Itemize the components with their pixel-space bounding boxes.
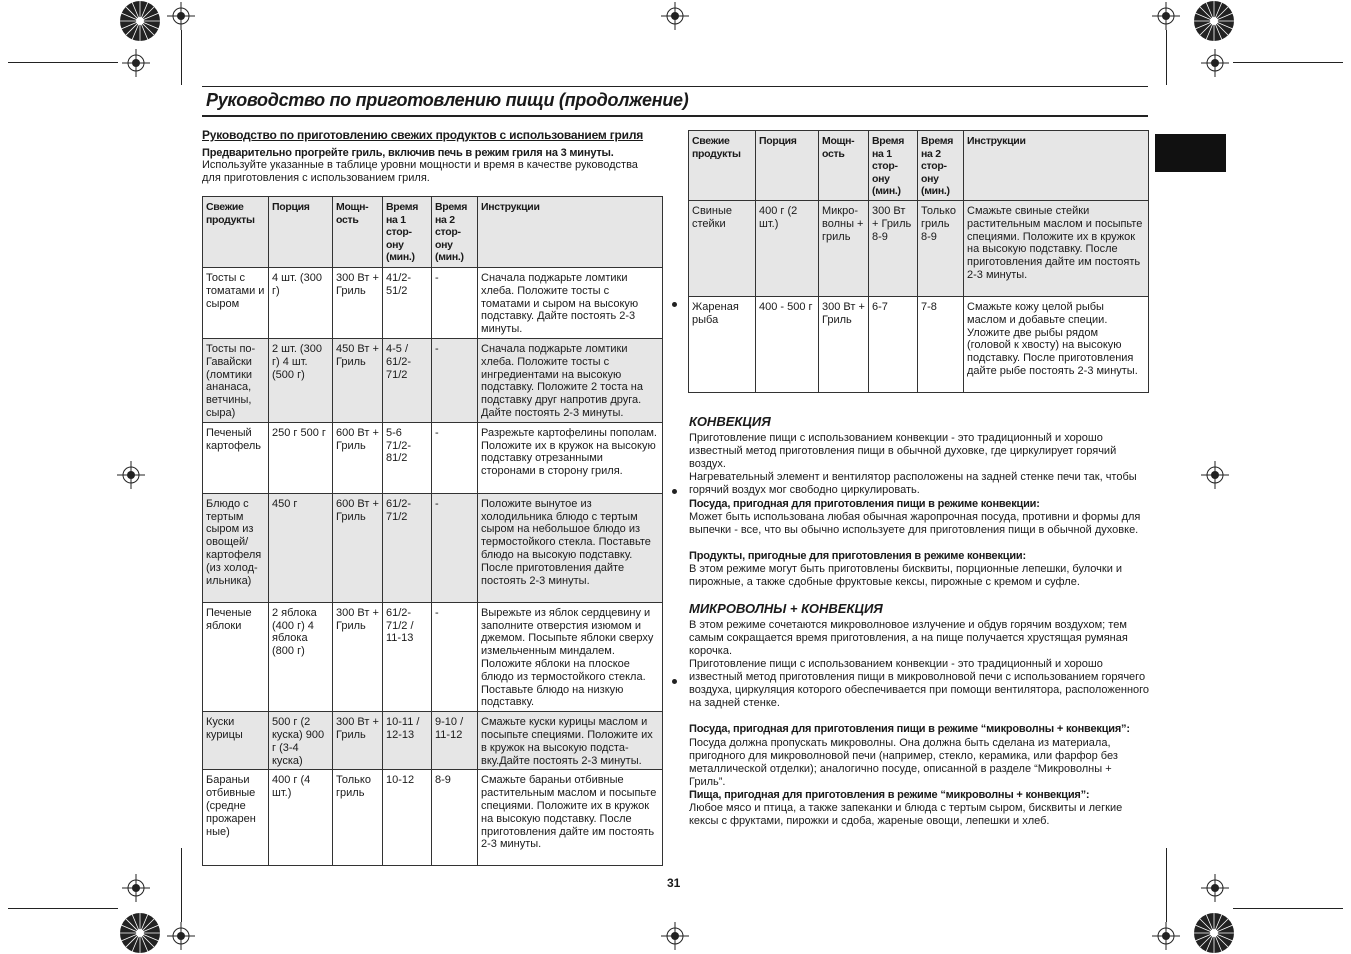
food-cell: Блюдо с тертым сыром из овощей/картофеля (из холод-ильника)	[203, 493, 269, 602]
food-cell: Тосты с томатами и сыром	[203, 268, 269, 339]
table-row	[689, 297, 1149, 393]
header-cell: Мощн-ость	[333, 197, 383, 268]
crop-line	[181, 848, 182, 922]
time2-cell: -	[432, 268, 478, 339]
time1-cell: 61/2-71/2 / 11-13	[383, 602, 432, 711]
crosshair-mark-icon	[122, 49, 150, 77]
micro-convection-paragraph: В этом режиме сочетаются микроволновое излучение и обдув горячим воздухом; тем самым сокращается время приготовления, а на пище получается хрустящая румяная корочка.	[689, 619, 1128, 657]
crop-line	[1233, 62, 1343, 63]
registration-burst-icon	[119, 912, 161, 954]
time2-cell: 8-9	[432, 770, 478, 866]
convection-paragraph: Приготовление пищи с использованием конвекции - это традиционный и хорошо известный метод приготовления пищи в обычной духовке, где циркулирует горячий воздух.	[689, 432, 1117, 470]
instructions-cell: Смажьте бараньи отбивные растительным маслом и посыпьте специями. Положите их в кружок на высокую подставку. После приготовления дайте им постоять 2-3 минуты.	[478, 770, 663, 866]
power-cell: 300 Вт + Гриль	[333, 712, 383, 770]
table-header-row	[689, 131, 1149, 201]
table-row	[689, 201, 1149, 297]
crosshair-mark-icon	[1201, 461, 1229, 489]
micro-convection-food-text: Любое мясо и птица, а также запеканки и блюда с тертым сыром, бисквиты и легкие кексы с фруктами, пирожки и сдоба, жареные овощи, лепешки и хлеб.	[689, 802, 1123, 827]
portion-cell: 2 яблока (400 г) 4 яблока (800 г)	[269, 602, 333, 711]
instructions-cell: Смажьте свиные стейки растительным маслом и посыпьте специями. Положите их в кружок на высокую подставку. После приготовления дайте им постоять 2-3 минуты.	[964, 201, 1149, 297]
table-header-row	[203, 197, 663, 268]
binding-dot	[672, 489, 677, 494]
crop-line	[8, 62, 118, 63]
table-row	[203, 602, 663, 711]
header-cell: Время на 1 стор-ону (мин.)	[869, 131, 918, 201]
instructions-cell: Смажьте куски курицы маслом и посыпьте специями. Положите их в кружок на высокую подста-вку.Дайте постоять 2-3 минуты.	[478, 712, 663, 770]
crosshair-mark-icon	[1152, 922, 1180, 950]
instructions-cell: Сначала поджарьте ломтики хлеба. Положите тосты с ингредиентами на высокую подставку. Положите 2 тоста на подставку друг напротив друга. Дайте постоять 2-3 минуты.	[478, 339, 663, 423]
header-cell: Время на 2 стор-ону (мин.)	[918, 131, 964, 201]
crosshair-mark-icon	[1152, 2, 1180, 30]
registration-burst-icon	[1193, 0, 1235, 42]
header-cell: Свежие продукты	[203, 197, 269, 268]
food-cell: Печеные яблоки	[203, 602, 269, 711]
power-cell: 300 Вт + Гриль	[333, 268, 383, 339]
grill-table	[202, 196, 663, 866]
time1-cell: 6-7	[869, 297, 918, 393]
food-cell: Свиные стейки	[689, 201, 756, 297]
micro-convection-food-heading: Пища, пригодная для приготовления в режиме “микроволны + конвекция”:	[689, 789, 1090, 801]
portion-cell: 250 г 500 г	[269, 422, 333, 493]
food-cell: Тосты по-Гавайски (ломтики ананаса, ветчины, сыра)	[203, 339, 269, 423]
header-cell: Порция	[269, 197, 333, 268]
binding-dot	[672, 679, 677, 684]
time2-cell: -	[432, 339, 478, 423]
crosshair-mark-icon	[117, 461, 145, 489]
portion-cell: 4 шт. (300 г)	[269, 268, 333, 339]
time1-cell: 4-5 / 61/2-71/2	[383, 339, 432, 423]
time2-cell: -	[432, 493, 478, 602]
food-cell: Куски курицы	[203, 712, 269, 770]
crosshair-mark-icon	[661, 2, 689, 30]
table-row	[203, 712, 663, 770]
portion-cell: 400 г (2 шт.)	[756, 201, 819, 297]
registration-burst-icon	[1193, 912, 1235, 954]
crop-line	[181, 30, 182, 85]
micro-convection-title: МИКРОВОЛНЫ + КОНВЕКЦИЯ	[689, 601, 883, 616]
convection-title: КОНВЕКЦИЯ	[689, 414, 771, 429]
grill-intro: Используйте указанные в таблице уровни мощности и время в качестве руководства для приготовления с использованием гриля.	[202, 159, 638, 184]
power-cell: 450 Вт + Гриль	[333, 339, 383, 423]
time2-cell: -	[432, 422, 478, 493]
micro-convection-paragraph: Приготовление пищи с использованием конвекции - это традиционный и хорошо известный метод приготовления пищи в микроволновой печи с использованием горячего воздуха, циркуляция которого обеспечивается при помощи вентилятора, расположенного на задней стенке.	[689, 658, 1150, 709]
micro-convection-cookware-text: Посуда должна пропускать микроволны. Она должна быть сделана из материала, пригодного для микроволновой печи (например, стекло, керамика, или фарфор без металлической отделки); аналогично посуде, описанной в разделе “Микроволны + Гриль”.	[689, 737, 1118, 788]
time2-cell: -	[432, 602, 478, 711]
crosshair-mark-icon	[122, 874, 150, 902]
time1-cell: 10-11 / 12-13	[383, 712, 432, 770]
registration-burst-icon	[119, 0, 161, 42]
convection-foods-text: В этом режиме могут быть приготовлены бисквиты, порционные лепешки, булочки и пирожные, а также сдобные фруктовые кексы, пирожные с кремом и суфле.	[689, 563, 1123, 588]
preheat-note: Предварительно прогрейте гриль, включив печь в режим гриля на 3 минуты.	[202, 147, 614, 159]
portion-cell: 400 г (4 шт.)	[269, 770, 333, 866]
section-tab	[1155, 134, 1226, 172]
header-cell: Инструкции	[964, 131, 1149, 201]
table-row	[203, 422, 663, 493]
crop-line	[1233, 908, 1343, 909]
header-cell: Время на 1 стор-ону (мин.)	[383, 197, 432, 268]
header-cell: Мощн-ость	[819, 131, 869, 201]
page-title: Руководство по приготовлению пищи (продолжение)	[206, 90, 689, 110]
time1-cell: 300 Вт + Гриль 8-9	[869, 201, 918, 297]
binding-dot	[672, 302, 677, 307]
crosshair-mark-icon	[661, 922, 689, 950]
crosshair-mark-icon	[167, 922, 195, 950]
power-cell: Только гриль	[333, 770, 383, 866]
power-cell: 300 Вт + Гриль	[333, 602, 383, 711]
time2-cell: Только гриль 8-9	[918, 201, 964, 297]
header-cell: Свежие продукты	[689, 131, 756, 201]
table-row	[203, 770, 663, 866]
crop-line	[1166, 30, 1167, 85]
convection-cookware-text: Может быть использована любая обычная жаропрочная посуда, противни и формы для выпечки - все, что вы обычно используете для приготовления пищи в обычной духовке.	[689, 511, 1141, 536]
time2-cell: 9-10 / 11-12	[432, 712, 478, 770]
table-row	[203, 339, 663, 423]
title-rule	[202, 86, 1148, 87]
food-cell: Печеный картофель	[203, 422, 269, 493]
table-row	[203, 268, 663, 339]
time1-cell: 41/2-51/2	[383, 268, 432, 339]
instructions-cell: Положите вынутое из холодильника блюдо с тертым сыром на небольшое блюдо из термостойкого стекла. Поставьте блюдо на высокую подставку. После приготовления дайте постоять 2-3 минуты.	[478, 493, 663, 602]
crop-line	[1166, 848, 1167, 922]
header-cell: Порция	[756, 131, 819, 201]
food-cell: Жареная рыба	[689, 297, 756, 393]
micro-convection-cookware-heading: Посуда, пригодная для приготовления пищи в режиме “микроволны + конвекция”:	[689, 723, 1130, 735]
page-number: 31	[667, 876, 681, 890]
instructions-cell: Вырежьте из яблок сердцевину и заполните отверстия изюмом и джемом. Посыпьте яблоки сверху измельченным миндалем. Положите яблоки на плоское блюдо из термостойкого стекла. Поставьте блюдо на низкую подставку.	[478, 602, 663, 711]
time1-cell: 10-12	[383, 770, 432, 866]
portion-cell: 400 - 500 г	[756, 297, 819, 393]
portion-cell: 450 г	[269, 493, 333, 602]
food-cell: Бараньи отбивные (средне прожарен ные)	[203, 770, 269, 866]
time1-cell: 61/2-71/2	[383, 493, 432, 602]
header-cell: Время на 2 стор-ону (мин.)	[432, 197, 478, 268]
grill-guide-heading: Руководство по приготовлению свежих продуктов с использованием гриля	[202, 128, 644, 142]
time2-cell: 7-8	[918, 297, 964, 393]
header-cell: Инструкции	[478, 197, 663, 268]
instructions-cell: Разрежьте картофелины пополам. Положите их в кружок на высокую подставку отрезанными сторонами в сторону гриля.	[478, 422, 663, 493]
portion-cell: 500 г (2 куска) 900 г (3-4 куска)	[269, 712, 333, 770]
crosshair-mark-icon	[1201, 49, 1229, 77]
title-rule	[202, 115, 1148, 117]
instructions-cell: Смажьте кожу целой рыбы маслом и добавьте специи. Уложите две рыбы рядом (головой к хвосту) на высокую подставку. После приготовления дайте рыбе постоять 2-3 минуты.	[964, 297, 1149, 393]
convection-foods-heading: Продукты, пригодные для приготовления в режиме конвекции:	[689, 550, 1026, 562]
convection-paragraph: Нагревательный элемент и вентилятор расположены на задней стенке печи так, чтобы горячий воздух мог свободно циркулировать.	[689, 471, 1137, 496]
portion-cell: 2 шт. (300 г) 4 шт. (500 г)	[269, 339, 333, 423]
crop-line	[8, 908, 118, 909]
power-cell: Микро-волны + гриль	[819, 201, 869, 297]
table-row	[203, 493, 663, 602]
crosshair-mark-icon	[1201, 874, 1229, 902]
power-cell: 600 Вт + Гриль	[333, 493, 383, 602]
power-cell: 600 Вт + Гриль	[333, 422, 383, 493]
grill-table-continued	[688, 130, 1149, 393]
instructions-cell: Сначала поджарьте ломтики хлеба. Положите тосты с томатами и сыром на высокую подставку. Дайте постоять 2-3 минуты.	[478, 268, 663, 339]
crosshair-mark-icon	[167, 2, 195, 30]
time1-cell: 5-6 71/2-81/2	[383, 422, 432, 493]
power-cell: 300 Вт + Гриль	[819, 297, 869, 393]
convection-cookware-heading: Посуда, пригодная для приготовления пищи в режиме конвекции:	[689, 498, 1040, 510]
